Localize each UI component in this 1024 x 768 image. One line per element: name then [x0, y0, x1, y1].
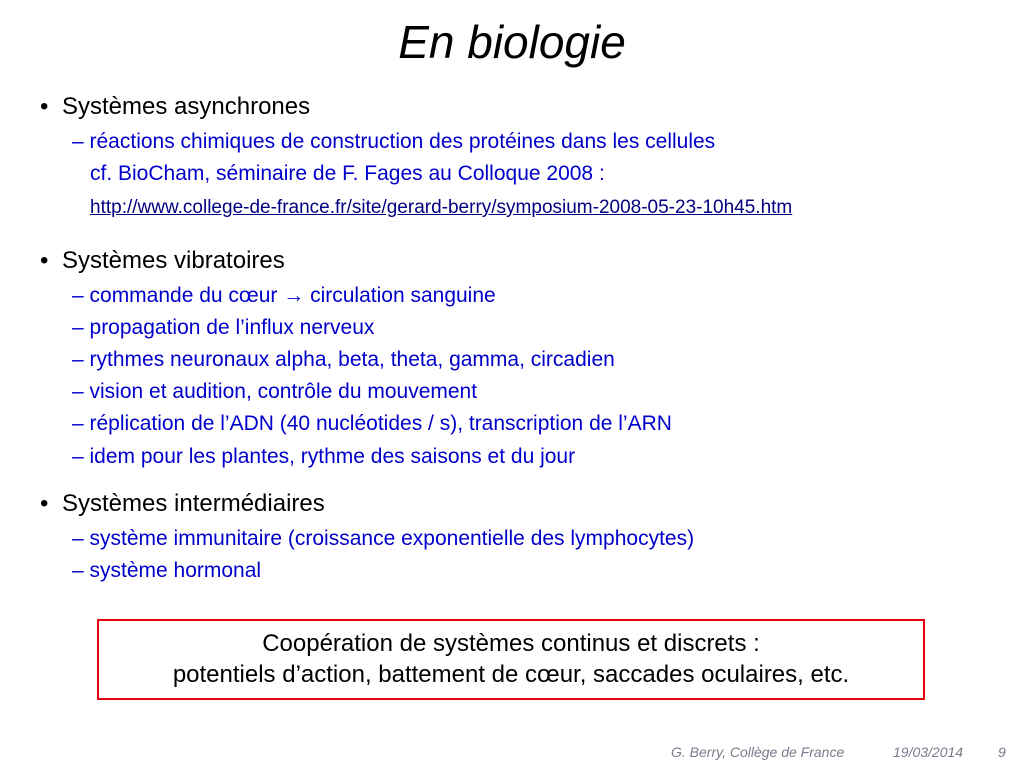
- callout-box: [97, 619, 925, 700]
- list-item: – propagation de l’influx nerveux: [72, 316, 375, 339]
- list-item: – réactions chimiques de construction des protéines dans les cellules: [72, 130, 716, 153]
- section-heading-label: Systèmes intermédiaires: [62, 490, 325, 517]
- list-item: – idem pour les plantes, rythme des saisons et du jour: [72, 445, 576, 468]
- list-item: – rythmes neuronaux alpha, beta, theta, gamma, circadien: [72, 348, 615, 371]
- list-item: – système hormonal: [72, 559, 262, 582]
- list-item: – commande du cœur → circulation sanguine: [72, 284, 496, 307]
- bullet-icon: •: [40, 490, 49, 517]
- section-heading-asynchronous: [40, 92, 310, 122]
- list-item: – système immunitaire (croissance exponentielle des lymphocytes): [72, 527, 695, 550]
- section-heading-label: Systèmes asynchrones: [62, 93, 311, 120]
- list-item: – réplication de l’ADN (40 nucléotides / s), transcription de l’ARN: [72, 412, 672, 435]
- callout-line-2: potentiels d’action, battement de cœur, saccades oculaires, etc.: [172, 661, 850, 688]
- slide-title: En biologie: [398, 16, 626, 68]
- bullet-icon: •: [40, 247, 49, 274]
- list-item: – vision et audition, contrôle du mouvement: [72, 380, 478, 403]
- section-heading-label: Systèmes vibratoires: [62, 247, 285, 274]
- bullet-icon: •: [40, 93, 49, 120]
- footer-author: G. Berry, Collège de France: [671, 744, 845, 760]
- list-item: cf. BioCham, séminaire de F. Fages au Colloque 2008 :: [90, 162, 605, 185]
- footer-date: 19/03/2014: [893, 744, 964, 760]
- section-heading-vibratory: [40, 246, 285, 276]
- symposium-link[interactable]: http://www.college-de-france.fr/site/gerard-berry/symposium-2008-05-23-10h45.htm: [90, 197, 793, 218]
- section-heading-intermediate: [40, 489, 325, 519]
- page-number: 9: [998, 744, 1006, 760]
- callout-line-1: Coopération de systèmes continus et discrets :: [262, 630, 760, 657]
